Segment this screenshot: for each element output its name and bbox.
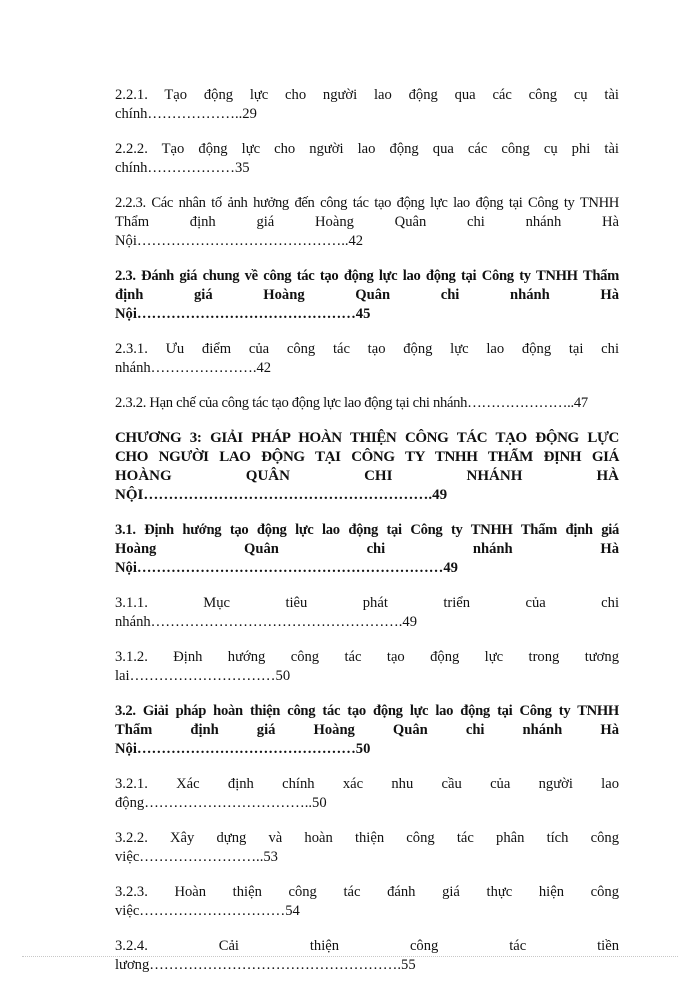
toc-entry-line: định giá Hoàng Quân chi nhánh Hà — [115, 287, 619, 303]
toc-entry-line: 2.2.1. Tạo động lực cho người lao động qua các công cụ tài — [115, 87, 619, 103]
toc-entry-line: 3.2. Giải pháp hoàn thiện công tác tạo động lực lao động tại Công ty TNHH — [115, 703, 619, 719]
toc-entry-line: 3.2.2. Xây dựng và hoàn thiện công tác phân tích công — [115, 830, 619, 846]
toc-entry-3-1-1 — [115, 594, 619, 632]
table-of-contents — [115, 86, 619, 991]
toc-entry-line: 2.3.2. Hạn chế của công tác tạo động lực lao động tại chi nhánh…………………..47 — [115, 395, 588, 411]
toc-entry-line: nhánh………………….42 — [115, 360, 272, 376]
toc-entry-line: lai…………………………50 — [115, 668, 291, 684]
page-bottom-divider — [22, 956, 678, 957]
toc-entry-line: lương…………………………………………….55 — [115, 957, 416, 973]
toc-entry-line: chính………………..29 — [115, 106, 257, 122]
toc-entry-line: Nội………………………………………50 — [115, 741, 371, 757]
toc-entry-line: CHƯƠNG 3: GIẢI PHÁP HOÀN THIỆN CÔNG TÁC TẠO ĐỘNG LỰC — [115, 430, 619, 446]
toc-entry-line: Nội………………………………………45 — [115, 306, 371, 322]
toc-entry-line: 2.2.2. Tạo động lực cho người lao động qua các công cụ phi tài — [115, 141, 619, 157]
toc-entry-line: 2.3.1. Ưu điểm của công tác tạo động lực lao động tại chi — [115, 341, 619, 357]
toc-entry-line: 3.1.2. Định hướng công tác tạo động lực trong tương — [115, 649, 619, 665]
toc-entry-line: nhánh…………………………………………….49 — [115, 614, 418, 630]
toc-entry-line: Nội……………………………………..42 — [115, 233, 364, 249]
toc-entry-line: chính………………35 — [115, 160, 250, 176]
toc-entry-line: Hoàng Quân chi nhánh Hà — [115, 541, 619, 557]
toc-entry-line: Thẩm định giá Hoàng Quân chi nhánh Hà — [115, 722, 619, 738]
toc-entry-line: 3.1. Định hướng tạo động lực lao động tại Công ty TNHH Thẩm định giá — [115, 522, 619, 538]
toc-entry-line: 3.2.4. Cải thiện công tác tiền — [115, 938, 619, 954]
toc-entry-3-2-1 — [115, 775, 619, 813]
toc-entry-line: Nội………………………………………………………49 — [115, 560, 458, 576]
toc-entry-line: 2.3. Đánh giá chung về công tác tạo động lực lao động tại Công ty TNHH Thẩm — [115, 268, 619, 284]
toc-entry-line: NỘI………………………………………………….49 — [115, 487, 448, 503]
toc-entry-3-1-2 — [115, 648, 619, 686]
toc-entry-line: 2.2.3. Các nhân tố ảnh hưởng đến công tác tạo động lực lao động tại Công ty TNHH — [115, 195, 619, 211]
toc-section-3-2 — [115, 702, 619, 759]
toc-entry-2-3-2 — [115, 394, 619, 413]
toc-chapter-3 — [115, 429, 619, 505]
toc-entry-line: 3.2.3. Hoàn thiện công tác đánh giá thực hiện công — [115, 884, 619, 900]
toc-entry-3-2-2 — [115, 829, 619, 867]
toc-entry-line: việc…………………………54 — [115, 903, 300, 919]
toc-entry-2-3-1 — [115, 340, 619, 378]
toc-entry-2-2-2 — [115, 140, 619, 178]
toc-entry-line: HOÀNG QUÂN CHI NHÁNH HÀ — [115, 468, 619, 484]
toc-section-2-3 — [115, 267, 619, 324]
toc-entry-2-2-1 — [115, 86, 619, 124]
toc-entry-line: 3.2.1. Xác định chính xác nhu cầu của người lao — [115, 776, 619, 792]
toc-entry-line: việc……………………..53 — [115, 849, 278, 865]
toc-entry-line: động……………………………..50 — [115, 795, 327, 811]
toc-entry-2-2-3 — [115, 194, 619, 251]
toc-entry-line: 3.1.1. Mục tiêu phát triển của chi — [115, 595, 619, 611]
toc-entry-3-2-3 — [115, 883, 619, 921]
toc-section-3-1 — [115, 521, 619, 578]
toc-entry-line: Thẩm định giá Hoàng Quân chi nhánh Hà — [115, 214, 619, 230]
toc-entry-line: CHO NGƯỜI LAO ĐỘNG TẠI CÔNG TY TNHH THẨM ĐỊNH GIÁ — [115, 449, 619, 465]
